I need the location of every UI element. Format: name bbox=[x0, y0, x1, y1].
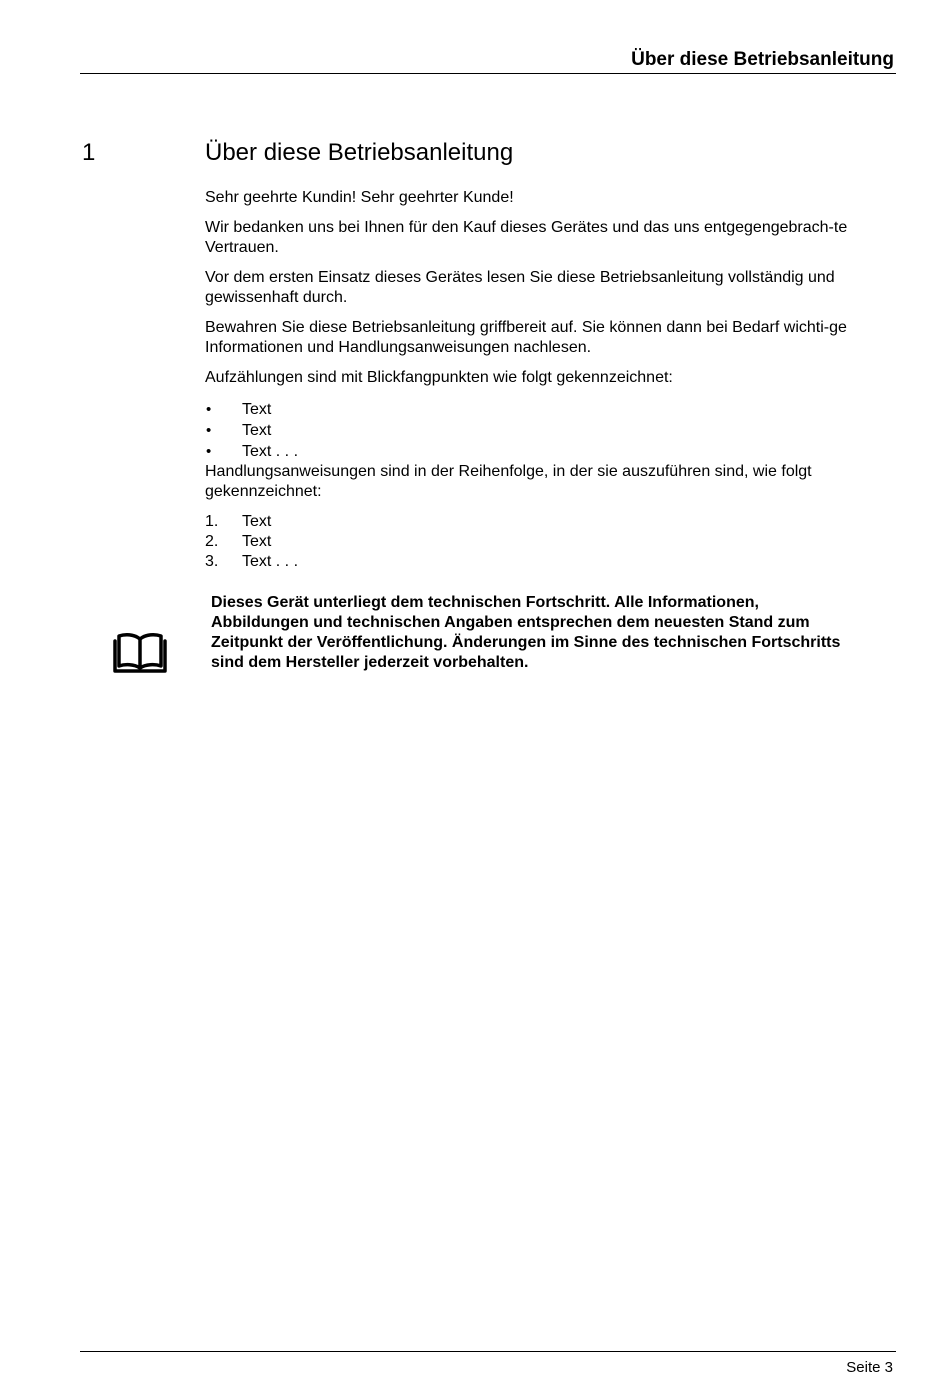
footer-divider bbox=[80, 1351, 896, 1352]
page-number: Seite 3 bbox=[846, 1359, 893, 1376]
step-number: 2. bbox=[205, 533, 219, 550]
steps-intro-paragraph: Handlungsanweisungen sind in der Reihenfolge, in der sie auszuführen sind, wie folgt gekennzeichnet: bbox=[205, 463, 812, 500]
step-text: Text . . . bbox=[242, 553, 299, 570]
keep-handy-paragraph: Bewahren Sie diese Betriebsanleitung griffbereit auf. Sie können dann bei Bedarf wichti-ge Informationen und Handlungsanweisungen nachlesen. bbox=[205, 319, 847, 356]
bullet-item-text: Text . . . bbox=[242, 443, 299, 460]
read-first-paragraph: Vor dem ersten Einsatz dieses Gerätes lesen Sie diese Betriebsanleitung vollständig und gewissenhaft durch. bbox=[205, 269, 835, 306]
header-divider bbox=[80, 73, 896, 74]
chapter-title: Über diese Betriebsanleitung bbox=[205, 139, 514, 166]
note-text: Dieses Gerät unterliegt dem technischen Fortschritt. Alle Informationen, Abbildungen und technischen Angaben entsprechen dem neuesten Stand zum Zeitpunkt der Veröffentlichung. Änderungen im Sinne des technischen Fortschritts sind dem Hersteller jederzeit vorbehalten. bbox=[211, 594, 841, 671]
step-number: 1. bbox=[205, 513, 219, 530]
bullet-marker: • bbox=[206, 443, 212, 460]
step-number: 3. bbox=[205, 553, 219, 570]
bullet-marker: • bbox=[206, 422, 212, 439]
bullet-item-text: Text bbox=[242, 422, 272, 439]
greeting-paragraph: Sehr geehrte Kundin! Sehr geehrter Kunde! bbox=[205, 189, 514, 206]
book-icon bbox=[113, 630, 167, 674]
step-text: Text bbox=[242, 513, 272, 530]
chapter-number: 1 bbox=[82, 139, 96, 166]
running-header: Über diese Betriebsanleitung bbox=[631, 49, 894, 70]
bullet-intro-paragraph: Aufzählungen sind mit Blickfangpunkten wie folgt gekennzeichnet: bbox=[205, 369, 673, 386]
thanks-paragraph: Wir bedanken uns bei Ihnen für den Kauf dieses Gerätes und das uns entgegengebrach-te Vertrauen. bbox=[205, 219, 848, 256]
step-text: Text bbox=[242, 533, 272, 550]
bullet-item-text: Text bbox=[242, 401, 272, 418]
bullet-marker: • bbox=[206, 401, 212, 418]
